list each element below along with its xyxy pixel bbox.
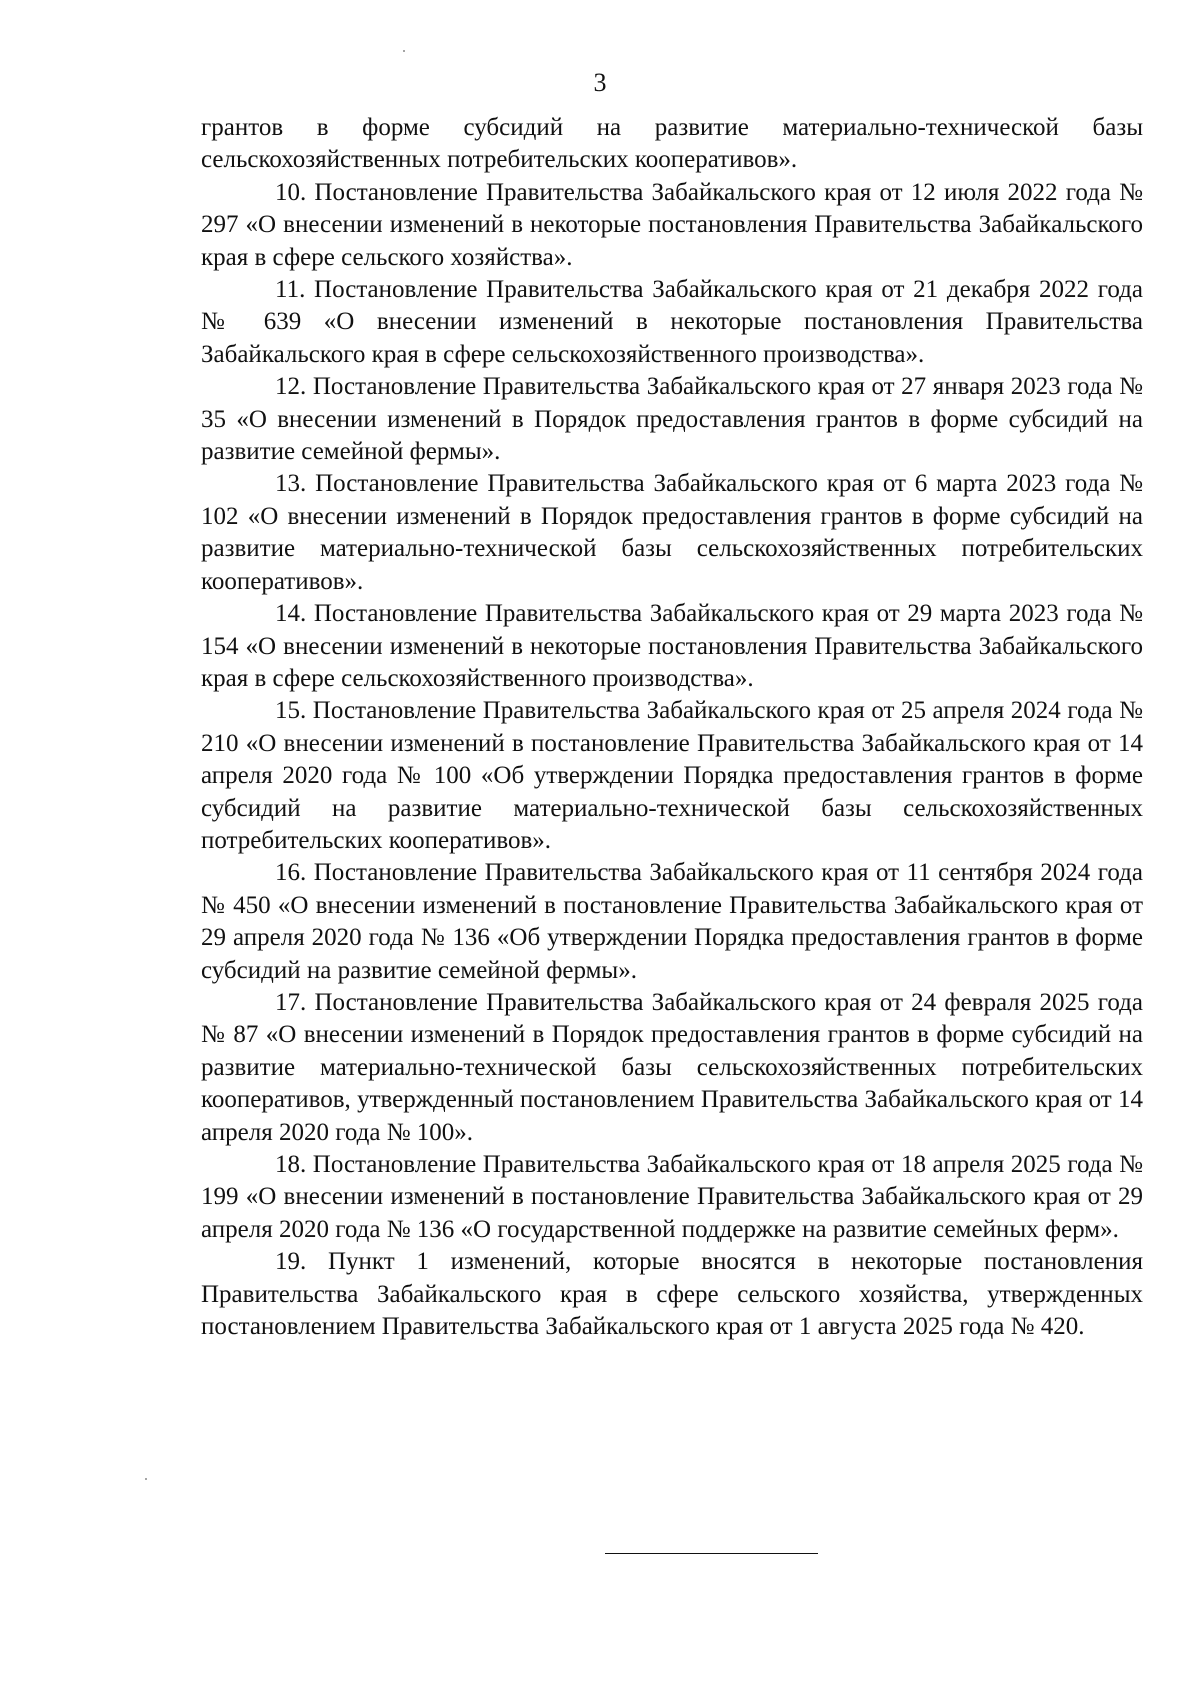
list-item-13: 13. Постановление Правительства Забайкальского края от 6 марта 2023 года № 102 «О внесении изменений в Порядок предоставления грантов в форме субсидий на развитие материально-технической базы сельскохозяйственных потребительских кооперативов».	[201, 470, 1143, 595]
end-divider	[605, 1553, 818, 1554]
list-item-16: 16. Постановление Правительства Забайкальского края от 11 сентября 2024 года № 450 «О внесении изменений в постановление Правительства Забайкальского края от 29 апреля 2020 года № 136 «Об утверждении Порядка предоставления грантов в форме субсидий на развитие семейной фермы».	[201, 859, 1143, 984]
list-item-17: 17. Постановление Правительства Забайкальского края от 24 февраля 2025 года № 87 «О внесении изменений в Порядок предоставления грантов в форме субсидий на развитие материально-технической базы сельскохозяйственных потребительских кооперативов, утвержденный постановлением Правительства Забайкальского края от 14 апреля 2020 года № 100».	[201, 988, 1143, 1146]
scan-speck	[145, 1478, 147, 1480]
list-item-18: 18. Постановление Правительства Забайкальского края от 18 апреля 2025 года № 199 «О внесении изменений в постановление Правительства Забайкальского края от 29 апреля 2020 года № 136 «О государственной поддержке на развитие семейных ферм».	[201, 1151, 1143, 1243]
scan-speck	[403, 50, 405, 52]
list-item-15: 15. Постановление Правительства Забайкальского края от 25 апреля 2024 года № 210 «О внесении изменений в постановление Правительства Забайкальского края от 14 апреля 2020 года № 100 «Об утверждении Порядка предоставления грантов в форме субсидий на развитие материально-технической базы сельскохозяйственных потребительских кооперативов».	[201, 697, 1143, 854]
list-item-12: 12. Постановление Правительства Забайкальского края от 27 января 2023 года № 35 «О внесении изменений в Порядок предоставления грантов в форме субсидий на развитие семейной фермы».	[201, 373, 1143, 466]
list-item-19: 19. Пункт 1 изменений, которые вносятся в некоторые постановления Правительства Забайкальского края в сфере сельского хозяйства, утвержденных постановлением Правительства Забайкальского края от 1 августа 2025 года № 420.	[201, 1248, 1143, 1341]
document-body	[201, 112, 1143, 1343]
paragraph-continuation: грантов в форме субсидий на развитие материально-технической базы сельскохозяйственных потребительских кооперативов».	[201, 114, 1143, 174]
list-item-14: 14. Постановление Правительства Забайкальского края от 29 марта 2023 года № 154 «О внесении изменений в некоторые постановления Правительства Забайкальского края в сфере сельскохозяйственного производства».	[201, 600, 1143, 692]
list-item-11: 11. Постановление Правительства Забайкальского края от 21 декабря 2022 года № 639 «О внесении изменений в некоторые постановления Правительства Забайкальского края в сфере сельскохозяйственного производства».	[201, 276, 1143, 368]
page-number: 3	[593, 68, 607, 97]
list-item-10: 10. Постановление Правительства Забайкальского края от 12 июля 2022 года № 297 «О внесении изменений в некоторые постановления Правительства Забайкальского края в сфере сельского хозяйства».	[201, 178, 1143, 271]
